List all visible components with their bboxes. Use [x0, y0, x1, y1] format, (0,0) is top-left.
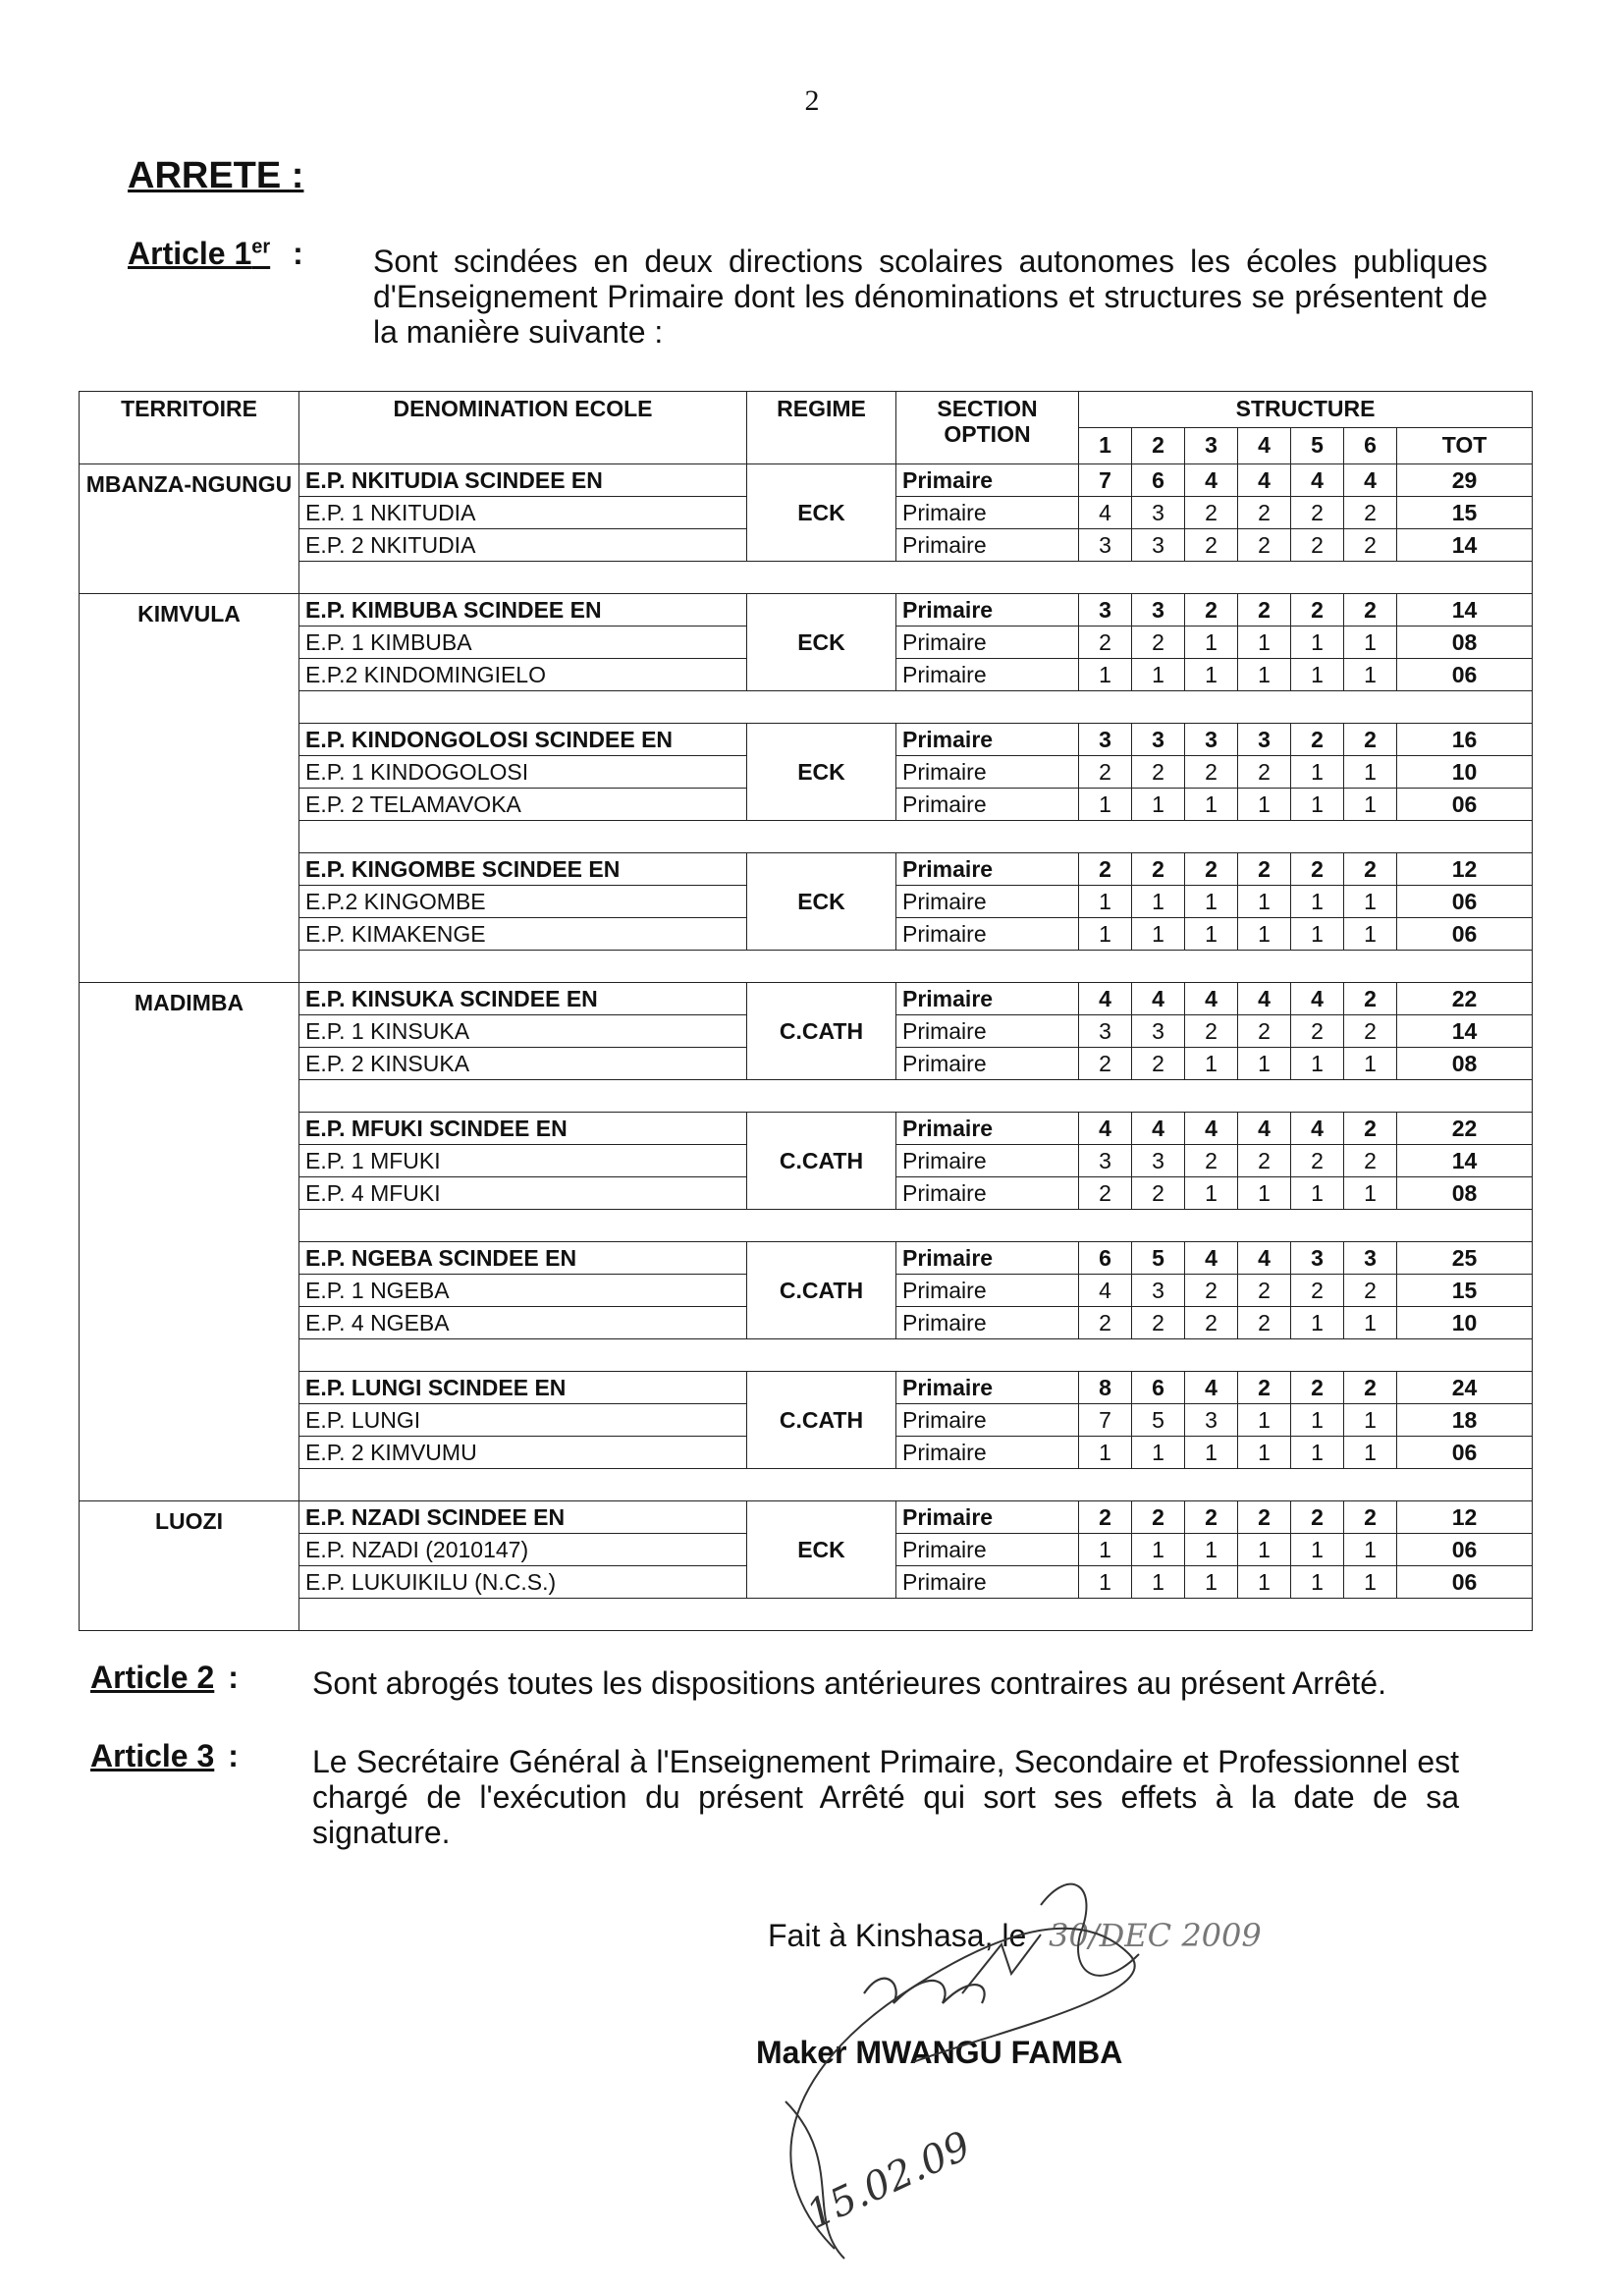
separator-cell: [299, 1080, 1533, 1113]
structure-cell: 2: [1079, 1501, 1132, 1534]
total-cell: 14: [1397, 1015, 1533, 1048]
structure-cell: 1: [1185, 1534, 1238, 1566]
structure-cell: 1: [1344, 1177, 1397, 1210]
structure-cell: 2: [1291, 724, 1344, 756]
structure-cell: 1: [1185, 1437, 1238, 1469]
header-col-4: 4: [1238, 428, 1291, 464]
structure-cell: 1: [1238, 918, 1291, 951]
table-row: [80, 464, 1533, 497]
header-section-option: SECTION OPTION: [896, 392, 1079, 464]
structure-cell: 1: [1079, 1566, 1132, 1599]
structure-cell: 2: [1185, 1501, 1238, 1534]
section-cell: Primaire: [896, 1015, 1079, 1048]
structure-cell: 1: [1344, 756, 1397, 789]
structure-cell: 4: [1079, 497, 1132, 529]
structure-cell: 1: [1344, 627, 1397, 659]
total-cell: 06: [1397, 886, 1533, 918]
section-cell: Primaire: [896, 1372, 1079, 1404]
structure-cell: 1: [1079, 1437, 1132, 1469]
structure-cell: 2: [1132, 1307, 1185, 1339]
separator-cell: [299, 951, 1533, 983]
structure-cell: 2: [1291, 1015, 1344, 1048]
section-cell: Primaire: [896, 756, 1079, 789]
structure-cell: 2: [1079, 627, 1132, 659]
table-row: [80, 983, 1533, 1015]
structure-cell: 2: [1238, 529, 1291, 562]
section-cell: Primaire: [896, 1534, 1079, 1566]
structure-cell: 4: [1238, 464, 1291, 497]
structure-cell: 2: [1079, 756, 1132, 789]
structure-cell: 7: [1079, 464, 1132, 497]
school-parent-name: E.P. NZADI SCINDEE EN: [299, 1501, 747, 1534]
structure-cell: 3: [1132, 1275, 1185, 1307]
total-cell: 06: [1397, 1566, 1533, 1599]
section-cell: Primaire: [896, 1177, 1079, 1210]
school-name: E.P.2 KINGOMBE: [299, 886, 747, 918]
header-col-1: 1: [1079, 428, 1132, 464]
section-cell: Primaire: [896, 1242, 1079, 1275]
separator-cell: [299, 691, 1533, 724]
school-parent-name: E.P. NKITUDIA SCINDEE EN: [299, 464, 747, 497]
structure-cell: 1: [1238, 1177, 1291, 1210]
structure-cell: 1: [1238, 1437, 1291, 1469]
section-cell: Primaire: [896, 1404, 1079, 1437]
structure-cell: 3: [1132, 594, 1185, 627]
school-name: E.P. 4 NGEBA: [299, 1307, 747, 1339]
structure-cell: 2: [1344, 1372, 1397, 1404]
section-cell: Primaire: [896, 789, 1079, 821]
school-name: E.P. LUKUIKILU (N.C.S.): [299, 1566, 747, 1599]
structure-cell: 3: [1291, 1242, 1344, 1275]
total-cell: 18: [1397, 1404, 1533, 1437]
separator-cell: [299, 1339, 1533, 1372]
structure-cell: 2: [1291, 529, 1344, 562]
structure-cell: 1: [1238, 1566, 1291, 1599]
structure-cell: 1: [1291, 659, 1344, 691]
structure-cell: 1: [1132, 886, 1185, 918]
structure-cell: 3: [1132, 529, 1185, 562]
structure-cell: 4: [1185, 1113, 1238, 1145]
section-cell: Primaire: [896, 1437, 1079, 1469]
total-cell: 15: [1397, 1275, 1533, 1307]
structure-cell: 1: [1185, 627, 1238, 659]
structure-cell: 4: [1132, 1113, 1185, 1145]
structure-cell: 2: [1185, 594, 1238, 627]
structure-cell: 2: [1079, 1307, 1132, 1339]
structure-cell: 1: [1344, 918, 1397, 951]
structure-cell: 2: [1291, 1372, 1344, 1404]
structure-cell: 4: [1185, 1242, 1238, 1275]
structure-cell: 1: [1185, 918, 1238, 951]
structure-cell: 4: [1238, 1113, 1291, 1145]
header-col-7: TOT: [1397, 428, 1533, 464]
total-cell: 08: [1397, 1177, 1533, 1210]
regime-cell: ECK: [747, 464, 896, 562]
structure-cell: 2: [1079, 1048, 1132, 1080]
school-parent-name: E.P. KIMBUBA SCINDEE EN: [299, 594, 747, 627]
school-parent-name: E.P. MFUKI SCINDEE EN: [299, 1113, 747, 1145]
section-cell: Primaire: [896, 659, 1079, 691]
structure-cell: 2: [1079, 1177, 1132, 1210]
total-cell: 08: [1397, 1048, 1533, 1080]
structure-cell: 3: [1185, 1404, 1238, 1437]
structure-cell: 4: [1238, 1242, 1291, 1275]
school-name: E.P. NZADI (2010147): [299, 1534, 747, 1566]
structure-cell: 5: [1132, 1404, 1185, 1437]
structure-cell: 2: [1291, 594, 1344, 627]
structure-cell: 2: [1132, 627, 1185, 659]
total-cell: 22: [1397, 983, 1533, 1015]
structure-cell: 2: [1185, 529, 1238, 562]
structure-cell: 1: [1291, 886, 1344, 918]
school-name: E.P. 2 NKITUDIA: [299, 529, 747, 562]
header-territoire: TERRITOIRE: [80, 392, 299, 464]
structure-cell: 3: [1344, 1242, 1397, 1275]
structure-cell: 2: [1344, 497, 1397, 529]
structure-cell: 1: [1344, 1437, 1397, 1469]
school-parent-name: E.P. LUNGI SCINDEE EN: [299, 1372, 747, 1404]
regime-cell: ECK: [747, 724, 896, 821]
structure-cell: 4: [1344, 464, 1397, 497]
structure-cell: 2: [1344, 594, 1397, 627]
structure-cell: 5: [1132, 1242, 1185, 1275]
handwritten-note: 15.02.09: [799, 2123, 978, 2239]
structure-cell: 2: [1238, 756, 1291, 789]
total-cell: 25: [1397, 1242, 1533, 1275]
territory-cell: MADIMBA: [80, 983, 299, 1501]
structure-cell: 3: [1079, 1015, 1132, 1048]
structure-cell: 3: [1238, 724, 1291, 756]
structure-cell: 2: [1132, 1501, 1185, 1534]
structure-cell: 1: [1132, 1437, 1185, 1469]
structure-cell: 4: [1238, 983, 1291, 1015]
structure-cell: 2: [1344, 853, 1397, 886]
section-cell: Primaire: [896, 627, 1079, 659]
article-2-text: Sont abrogés toutes les dispositions antérieures contraires au présent Arrêté.: [312, 1665, 1386, 1701]
structure-cell: 1: [1344, 1048, 1397, 1080]
structure-cell: 2: [1344, 1501, 1397, 1534]
structure-cell: 1: [1132, 918, 1185, 951]
regime-cell: ECK: [747, 1501, 896, 1599]
regime-cell: C.CATH: [747, 983, 896, 1080]
structure-cell: 2: [1344, 529, 1397, 562]
structure-cell: 2: [1185, 1015, 1238, 1048]
structure-cell: 1: [1132, 1566, 1185, 1599]
total-cell: 24: [1397, 1372, 1533, 1404]
structure-cell: 3: [1079, 594, 1132, 627]
structure-cell: 2: [1238, 1275, 1291, 1307]
school-parent-name: E.P. KINSUKA SCINDEE EN: [299, 983, 747, 1015]
structure-cell: 1: [1291, 1177, 1344, 1210]
article-1-label: Article 1er :: [128, 236, 303, 271]
structure-cell: 2: [1185, 1145, 1238, 1177]
section-cell: Primaire: [896, 1501, 1079, 1534]
structure-cell: 4: [1185, 983, 1238, 1015]
structure-cell: 1: [1185, 659, 1238, 691]
regime-cell: C.CATH: [747, 1242, 896, 1339]
section-cell: Primaire: [896, 1566, 1079, 1599]
school-name: E.P. 2 KINSUKA: [299, 1048, 747, 1080]
total-cell: 06: [1397, 918, 1533, 951]
regime-cell: ECK: [747, 853, 896, 951]
structure-cell: 1: [1291, 1437, 1344, 1469]
structure-cell: 1: [1238, 659, 1291, 691]
structure-cell: 2: [1291, 1145, 1344, 1177]
structure-cell: 3: [1132, 497, 1185, 529]
structure-cell: 1: [1238, 1534, 1291, 1566]
structure-cell: 1: [1291, 1048, 1344, 1080]
separator-cell: [299, 1469, 1533, 1501]
separator-cell: [299, 1599, 1533, 1631]
structure-cell: 7: [1079, 1404, 1132, 1437]
structure-cell: 1: [1291, 627, 1344, 659]
structure-cell: 1: [1291, 1566, 1344, 1599]
school-name: E.P. 1 NKITUDIA: [299, 497, 747, 529]
structure-cell: 2: [1185, 853, 1238, 886]
header-col-2: 2: [1132, 428, 1185, 464]
structure-cell: 6: [1132, 464, 1185, 497]
structure-cell: 4: [1291, 464, 1344, 497]
section-cell: Primaire: [896, 724, 1079, 756]
structure-cell: 2: [1344, 1145, 1397, 1177]
structure-cell: 1: [1291, 756, 1344, 789]
structure-cell: 3: [1132, 724, 1185, 756]
header-regime: REGIME: [747, 392, 896, 464]
article-3-text: Le Secrétaire Général à l'Enseignement Primaire, Secondaire et Professionnel est chargé de l'exécution du présent Arrêté qui sort ses effets à la date de sa signature.: [312, 1744, 1459, 1850]
structure-cell: 2: [1132, 853, 1185, 886]
structure-cell: 1: [1132, 1534, 1185, 1566]
article-2-label: Article 2 :: [90, 1660, 239, 1695]
section-cell: Primaire: [896, 918, 1079, 951]
structure-cell: 2: [1291, 1501, 1344, 1534]
total-cell: 14: [1397, 594, 1533, 627]
territory-cell: KIMVULA: [80, 594, 299, 983]
territory-cell: LUOZI: [80, 1501, 299, 1631]
school-name: E.P. 4 MFUKI: [299, 1177, 747, 1210]
handwritten-date: 30/DEC 2009: [1049, 1917, 1262, 1954]
territory-cell: MBANZA-NGUNGU: [80, 464, 299, 594]
structure-cell: 2: [1079, 853, 1132, 886]
total-cell: 06: [1397, 789, 1533, 821]
structure-cell: 2: [1291, 497, 1344, 529]
article-1-text: Sont scindées en deux directions scolaires autonomes les écoles publiques d'Enseignement Primaire dont les dénominations et structures se présentent de la manière suivante :: [373, 244, 1488, 350]
structure-cell: 1: [1344, 1566, 1397, 1599]
structure-cell: 2: [1238, 1372, 1291, 1404]
structure-cell: 1: [1238, 627, 1291, 659]
structure-cell: 1: [1291, 918, 1344, 951]
header-row: [80, 392, 1533, 428]
signatory-name: Maker MWANGU FAMBA: [756, 2035, 1123, 2070]
section-cell: Primaire: [896, 983, 1079, 1015]
section-cell: Primaire: [896, 1307, 1079, 1339]
structure-cell: 4: [1079, 1275, 1132, 1307]
structure-cell: 2: [1185, 497, 1238, 529]
structure-cell: 1: [1344, 789, 1397, 821]
total-cell: 14: [1397, 1145, 1533, 1177]
school-name: E.P. 1 MFUKI: [299, 1145, 747, 1177]
school-parent-name: E.P. KINGOMBE SCINDEE EN: [299, 853, 747, 886]
section-cell: Primaire: [896, 1145, 1079, 1177]
total-cell: 22: [1397, 1113, 1533, 1145]
structure-cell: 2: [1132, 756, 1185, 789]
structure-cell: 1: [1344, 659, 1397, 691]
structure-cell: 4: [1132, 983, 1185, 1015]
structure-cell: 2: [1185, 1307, 1238, 1339]
structure-cell: 1: [1238, 789, 1291, 821]
structure-cell: 2: [1238, 1307, 1291, 1339]
school-name: E.P. 1 KINSUKA: [299, 1015, 747, 1048]
total-cell: 12: [1397, 853, 1533, 886]
section-cell: Primaire: [896, 529, 1079, 562]
structure-cell: 1: [1291, 789, 1344, 821]
section-cell: Primaire: [896, 464, 1079, 497]
structure-cell: 3: [1079, 724, 1132, 756]
structure-cell: 2: [1344, 724, 1397, 756]
handwritten-signature: [668, 1876, 1355, 2288]
structure-cell: 1: [1132, 659, 1185, 691]
structure-cell: 1: [1344, 886, 1397, 918]
signature-place-date: Fait à Kinshasa, le 30/DEC 2009: [768, 1917, 1262, 1954]
structure-cell: 4: [1291, 1113, 1344, 1145]
structure-cell: 1: [1185, 1566, 1238, 1599]
structure-cell: 3: [1079, 529, 1132, 562]
structure-cell: 3: [1185, 724, 1238, 756]
school-name: E.P. 1 NGEBA: [299, 1275, 747, 1307]
structure-cell: 2: [1344, 1015, 1397, 1048]
structure-cell: 1: [1291, 1534, 1344, 1566]
section-cell: Primaire: [896, 1048, 1079, 1080]
header-col-5: 5: [1291, 428, 1344, 464]
header-structure: STRUCTURE: [1079, 392, 1533, 428]
structure-cell: 1: [1344, 1307, 1397, 1339]
section-cell: Primaire: [896, 1113, 1079, 1145]
school-parent-name: E.P. NGEBA SCINDEE EN: [299, 1242, 747, 1275]
structure-cell: 2: [1132, 1177, 1185, 1210]
total-cell: 08: [1397, 627, 1533, 659]
structure-cell: 1: [1238, 886, 1291, 918]
structure-cell: 1: [1079, 659, 1132, 691]
table-row: [80, 1501, 1533, 1534]
structure-cell: 1: [1291, 1307, 1344, 1339]
total-cell: 29: [1397, 464, 1533, 497]
structure-cell: 2: [1344, 983, 1397, 1015]
structure-cell: 6: [1132, 1372, 1185, 1404]
structure-cell: 2: [1291, 1275, 1344, 1307]
structure-cell: 1: [1185, 1048, 1238, 1080]
structure-cell: 2: [1185, 756, 1238, 789]
structure-cell: 1: [1079, 886, 1132, 918]
regime-cell: C.CATH: [747, 1372, 896, 1469]
structure-cell: 2: [1344, 1113, 1397, 1145]
structure-cell: 1: [1291, 1404, 1344, 1437]
total-cell: 12: [1397, 1501, 1533, 1534]
school-name: E.P. LUNGI: [299, 1404, 747, 1437]
total-cell: 14: [1397, 529, 1533, 562]
structure-cell: 2: [1238, 1145, 1291, 1177]
structure-cell: 2: [1185, 1275, 1238, 1307]
structure-cell: 2: [1238, 1015, 1291, 1048]
structure-cell: 3: [1132, 1145, 1185, 1177]
structure-cell: 1: [1132, 789, 1185, 821]
structure-cell: 4: [1185, 1372, 1238, 1404]
structure-cell: 3: [1132, 1015, 1185, 1048]
structure-cell: 4: [1291, 983, 1344, 1015]
header-col-6: 6: [1344, 428, 1397, 464]
school-name: E.P. 2 TELAMAVOKA: [299, 789, 747, 821]
structure-cell: 1: [1185, 1177, 1238, 1210]
structure-cell: 4: [1079, 983, 1132, 1015]
table-row: [80, 594, 1533, 627]
structure-cell: 1: [1079, 1534, 1132, 1566]
structure-cell: 2: [1238, 1501, 1291, 1534]
section-cell: Primaire: [896, 497, 1079, 529]
school-name: E.P. 1 KIMBUBA: [299, 627, 747, 659]
structure-cell: 1: [1344, 1534, 1397, 1566]
section-cell: Primaire: [896, 886, 1079, 918]
structure-cell: 1: [1079, 789, 1132, 821]
structure-cell: 1: [1344, 1404, 1397, 1437]
article-3-label: Article 3 :: [90, 1738, 239, 1773]
structure-cell: 1: [1238, 1048, 1291, 1080]
structure-cell: 1: [1185, 789, 1238, 821]
school-name: E.P. KIMAKENGE: [299, 918, 747, 951]
separator-cell: [299, 821, 1533, 853]
section-cell: Primaire: [896, 853, 1079, 886]
structure-cell: 2: [1291, 853, 1344, 886]
structure-cell: 1: [1079, 918, 1132, 951]
structure-cell: 3: [1079, 1145, 1132, 1177]
school-name: E.P. 2 KIMVUMU: [299, 1437, 747, 1469]
decree-heading: ARRETE :: [128, 155, 304, 196]
school-name: E.P.2 KINDOMINGIELO: [299, 659, 747, 691]
structure-cell: 2: [1238, 594, 1291, 627]
total-cell: 16: [1397, 724, 1533, 756]
school-name: E.P. 1 KINDOGOLOSI: [299, 756, 747, 789]
total-cell: 10: [1397, 756, 1533, 789]
total-cell: 06: [1397, 1534, 1533, 1566]
total-cell: 06: [1397, 1437, 1533, 1469]
header-denomination: DENOMINATION ECOLE: [299, 392, 747, 464]
regime-cell: ECK: [747, 594, 896, 691]
separator-cell: [299, 1210, 1533, 1242]
section-cell: Primaire: [896, 1275, 1079, 1307]
header-col-3: 3: [1185, 428, 1238, 464]
page-number: 2: [804, 84, 820, 117]
structure-cell: 1: [1185, 886, 1238, 918]
structure-cell: 4: [1079, 1113, 1132, 1145]
structure-cell: 6: [1079, 1242, 1132, 1275]
total-cell: 10: [1397, 1307, 1533, 1339]
structure-cell: 2: [1344, 1275, 1397, 1307]
structure-cell: 1: [1238, 1404, 1291, 1437]
schools-table: [79, 391, 1533, 1631]
section-cell: Primaire: [896, 594, 1079, 627]
structure-cell: 2: [1238, 853, 1291, 886]
total-cell: 06: [1397, 659, 1533, 691]
structure-cell: 4: [1185, 464, 1238, 497]
separator-cell: [299, 562, 1533, 594]
regime-cell: C.CATH: [747, 1113, 896, 1210]
structure-cell: 8: [1079, 1372, 1132, 1404]
structure-cell: 2: [1238, 497, 1291, 529]
school-parent-name: E.P. KINDONGOLOSI SCINDEE EN: [299, 724, 747, 756]
structure-cell: 2: [1132, 1048, 1185, 1080]
total-cell: 15: [1397, 497, 1533, 529]
